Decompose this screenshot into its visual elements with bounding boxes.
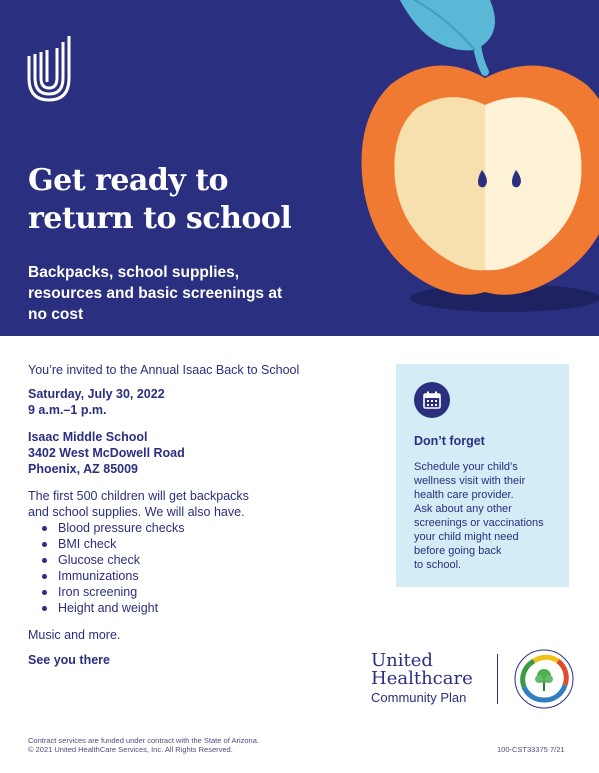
reminder-line: wellness visit with their (414, 475, 526, 487)
reminder-line: before going back (414, 545, 502, 557)
hero-title-line1: Get ready to (28, 163, 229, 198)
hero-subtitle-line3: no cost (28, 306, 84, 323)
list-item (42, 584, 368, 600)
footer-line2: © 2021 United HealthCare Services, Inc. All Rights Reserved. (28, 745, 233, 754)
apple-illustration-icon (355, 0, 599, 336)
list-item-text: Iron screening (58, 585, 138, 599)
reminder-line: Schedule your child’s (414, 461, 518, 473)
list-item-text: Height and weight (58, 601, 159, 615)
list-item (42, 600, 368, 616)
bullet-icon (42, 590, 47, 595)
reminder-line: your child might need (414, 531, 519, 543)
reminder-box (396, 364, 569, 587)
location-city: Phoenix, AZ 85009 (28, 462, 138, 476)
reminder-title: Don’t forget (414, 434, 485, 448)
location-street: 3402 West McDowell Road (28, 446, 185, 460)
list-item (42, 520, 368, 536)
footer-legal (28, 736, 259, 754)
see-you-text: See you there (28, 653, 110, 667)
list-item (42, 552, 368, 568)
brand-line3: Community Plan (371, 690, 467, 705)
reminder-line: health care provider. (414, 489, 514, 501)
reminder-line: to school. (414, 559, 462, 571)
brand-line1: United (371, 650, 433, 671)
hero-title-line2: return to school (28, 201, 292, 236)
bullet-icon (42, 542, 47, 547)
hero-subtitle-line1: Backpacks, school supplies, (28, 264, 240, 281)
school-district-seal-icon (514, 649, 574, 709)
event-location (28, 429, 368, 477)
music-text: Music and more. (28, 628, 121, 642)
bullet-icon (42, 606, 47, 611)
list-item-text: Blood pressure checks (58, 521, 185, 535)
hero-banner (0, 0, 599, 336)
reminder-line: Ask about any other (414, 503, 512, 515)
hero-subtitle-line2: resources and basic screenings at (28, 285, 283, 302)
list-item-text: BMI check (58, 537, 117, 551)
event-datetime (28, 386, 368, 418)
invite-text: You’re invited to the Annual Isaac Back to School (28, 363, 300, 377)
reminder-line: screenings or vaccinations (414, 517, 544, 529)
footer-code: 100-CST33375 7/21 (497, 745, 565, 754)
event-date: Saturday, July 30, 2022 (28, 387, 165, 401)
event-details (28, 362, 368, 668)
footer-line1: Contract services are funded under contract with the State of Arizona. (28, 736, 259, 745)
list-item-text: Immunizations (58, 569, 139, 583)
brand-line2: Healthcare (371, 668, 473, 689)
event-time: 9 a.m.–1 p.m. (28, 403, 107, 417)
united-healthcare-logo-icon (27, 34, 71, 104)
list-item (42, 568, 368, 584)
brand-divider (497, 654, 498, 704)
intro-text (28, 488, 368, 520)
intro-line2: and school supplies. We will also have. (28, 505, 245, 519)
hero-subtitle (28, 262, 328, 325)
calendar-icon (414, 382, 450, 418)
hero-title (28, 162, 348, 238)
bullet-icon (42, 558, 47, 563)
screening-list (42, 520, 368, 616)
location-name: Isaac Middle School (28, 430, 148, 444)
bullet-icon (42, 574, 47, 579)
list-item-text: Glucose check (58, 553, 140, 567)
intro-line1: The first 500 children will get backpacks (28, 489, 249, 503)
list-item (42, 536, 368, 552)
reminder-text (414, 460, 551, 572)
brand-wordmark (371, 652, 491, 706)
bullet-icon (42, 526, 47, 531)
